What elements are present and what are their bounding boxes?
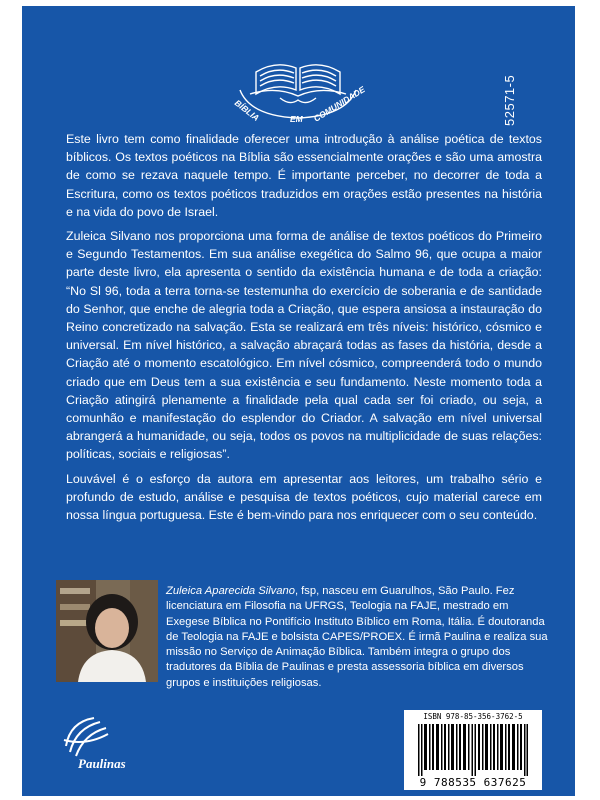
synopsis-paragraph-3: Louvável é o esforço da autora em apresentar aos leitores, um trabalho sério e profundo de estudo, análise e pesquisa de textos poéticos, cujo material carece em nossa língua portuguesa. Este é bem-vindo para nos enriquecer com o seu conteúdo. xyxy=(66,471,542,523)
author-bio-text: , fsp, nasceu em Guarulhos, São Paulo. Fez licenciatura em Filosofia na UFRGS, Teologia na FAJE, mestrado em Exegese Bíblica no Pontifício Instituto Bíblico em Roma, Itália. É doutoranda de Teologia na FAJE e bolsista CAPES/PROEX. É irmã Paulina e realiza sua missão no Serviço de Animação Bíblica. Também integra o grupo dos tradutores da Bíblia de Paulinas e presta assessoria bíblica em diversos grupos e instituições religiosas. xyxy=(166,585,548,689)
back-cover xyxy=(22,6,575,796)
barcode xyxy=(404,710,542,790)
author-bio xyxy=(166,584,548,691)
synopsis xyxy=(66,130,542,530)
synopsis-paragraph-1: Este livro tem como finalidade oferecer uma introdução à análise poética de textos bíblicos. Os textos poéticos na Bíblia são essencialmente orações e são uma amostra de como se rezava naquele tempo. É importante perceber, no decorrer de toda a Escritura, como os textos poéticos traduzidos em orações estão presentes na história e na vida do povo de Israel. xyxy=(66,132,542,219)
author-photo xyxy=(56,580,158,682)
product-code-vertical xyxy=(502,6,517,126)
logo-text-right: COMUNIDADE xyxy=(311,84,367,124)
product-code: 52571-5 xyxy=(502,74,517,126)
logo-text-left: BÍBLIA xyxy=(232,97,262,124)
synopsis-paragraph-2: Zuleica Silvano nos proporciona uma forma de análise de textos poéticos do Primeiro e Segundo Testamentos. Em sua análise exegética do Salmo 96, que ocupa a maior parte deste livro, ela apresenta o sentido da existência humana e de toda a criação: “No Sl 96, toda a terra torna-se testemunha do exercício de soberania e de santidade do Senhor, que enche de alegria toda a Criação, que espera ansiosa a instauração do Reino concretizado na salvação. Esta se realizará em três níveis: histórico, cósmico e universal. Em nível histórico, a salvação abraçará todas as fases da história, desde a Criação até o momento escatológico. Em nível cósmico, compreenderá todo o mundo criado que em Deus tem a sua existência e seu fundamento. Neste momento toda a Criação atingirá plenamente a finalidade pela qual cada ser foi criado, ou seja, a comunhão e manifestação do esplendor do Criador. A salvação em nível universal abrangerá a humanidade, ou seja, todos os povos na multiplicidade de suas relações: políticas, sociais e religiosas”. xyxy=(66,229,542,462)
barcode-bars xyxy=(418,724,528,776)
ean-number: 9 788535 637625 xyxy=(419,776,527,789)
logo-text-mid: EM xyxy=(290,114,303,124)
isbn-text: ISBN 978-85-356-3762-5 xyxy=(423,712,523,721)
biblia-em-comunidade-logo xyxy=(210,38,386,126)
author-name: Zuleica Aparecida Silvano xyxy=(166,585,295,597)
paulinas-logo xyxy=(56,712,130,772)
publisher-name: Paulinas xyxy=(78,756,126,771)
